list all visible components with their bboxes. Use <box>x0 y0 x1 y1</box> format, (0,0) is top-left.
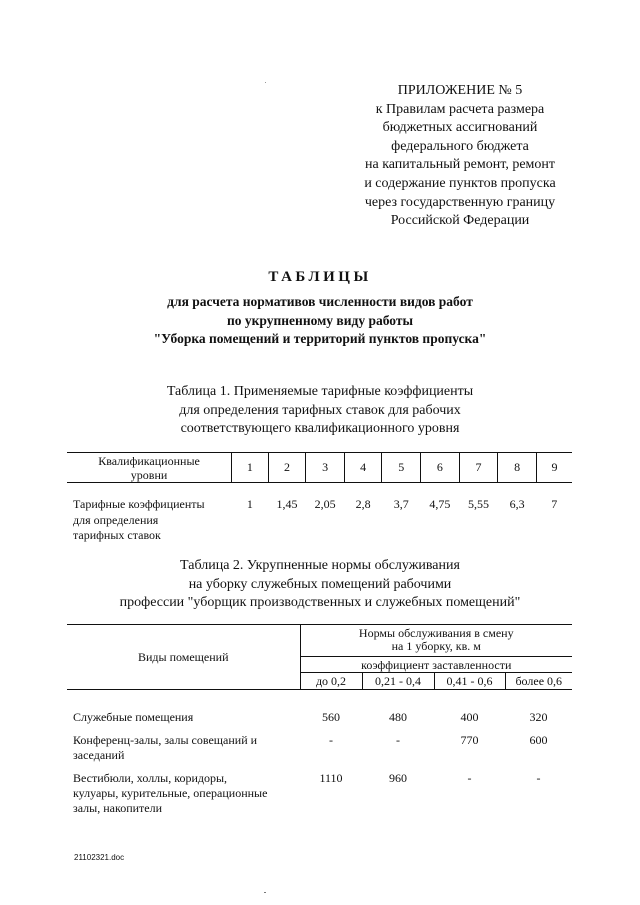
label-line: кулуары, курительные, операционные <box>73 786 268 800</box>
coefficient-cell: 1 <box>246 497 253 511</box>
value-cell: 480 <box>389 710 407 724</box>
label-line: залы, накопители <box>73 801 163 815</box>
table-header-row <box>67 625 572 657</box>
coefficient-header: коэффициент заставленности <box>300 656 572 673</box>
label-line: Вестибюли, холлы, коридоры, <box>73 771 228 785</box>
caption-line: Таблица 2. Укрупненные нормы обслуживания <box>180 558 460 573</box>
value-cell: 600 <box>529 733 548 747</box>
label-line: Служебные помещения <box>73 710 194 724</box>
header-line: на 1 уборку, кв. м <box>391 639 481 654</box>
row-label <box>67 763 300 816</box>
scan-dot <box>265 82 266 83</box>
coefficient-cell: 4,75 <box>429 497 451 511</box>
level-cell: 9 <box>536 453 572 483</box>
appendix-line: к Правилам расчета размера <box>375 101 545 117</box>
subtitle-line: "Уборка помещений и территорий пунктов пропуска" <box>153 331 487 346</box>
coefficient-cell: 1,45 <box>276 497 298 511</box>
coefficient-cell: 5,55 <box>467 497 489 511</box>
level-cell: 8 <box>498 453 537 483</box>
appendix-line: Российской Федерации <box>390 213 530 229</box>
qualification-header <box>67 453 232 483</box>
table2-caption <box>0 557 640 613</box>
premises-kind-header: Виды помещений <box>67 625 300 690</box>
subtitle-line: для расчета нормативов численности видов работ <box>167 294 473 309</box>
value-cell: 320 <box>529 710 548 724</box>
value-cell: 770 <box>460 733 479 747</box>
appendix-title: ПРИЛОЖЕНИЕ № 5 <box>397 83 523 98</box>
table-row <box>67 690 572 726</box>
label-line: для определения <box>73 512 159 527</box>
caption-line: профессии "уборщик производственных и служебных помещений" <box>119 595 521 610</box>
level-cell: 6 <box>421 453 460 483</box>
value-cell: 400 <box>460 710 479 724</box>
norms-header <box>300 625 572 657</box>
appendix-line: на капитальный ремонт, ремонт <box>364 157 555 173</box>
appendix-block <box>330 82 590 231</box>
tariff-table <box>67 452 572 544</box>
range-header: 0,21 - 0,4 <box>362 673 434 690</box>
header-line: уровни <box>130 467 168 482</box>
appendix-line: через государственную границу <box>364 194 556 210</box>
label-line: Конференц-залы, залы совещаний и <box>73 733 258 747</box>
table-row <box>67 483 572 544</box>
value-cell: - <box>536 771 541 785</box>
level-cell: 7 <box>459 453 498 483</box>
coefficient-cell: 2,8 <box>355 497 371 511</box>
level-cell: 3 <box>306 453 345 483</box>
coefficient-cell: 2,05 <box>314 497 336 511</box>
level-cell: 5 <box>382 453 421 483</box>
value-cell: 560 <box>322 710 340 724</box>
caption-line: соответствующего квалификационного уровня <box>180 421 460 436</box>
scan-dot <box>264 892 266 893</box>
row-label <box>67 690 300 726</box>
caption-line: на уборку служебных помещений рабочими <box>188 576 452 592</box>
appendix-line: федерального бюджета <box>391 138 529 154</box>
coefficient-cell: 3,7 <box>393 497 409 511</box>
table1-caption <box>0 383 640 439</box>
value-cell: 1110 <box>319 771 343 785</box>
row-label <box>67 725 300 763</box>
appendix-line: бюджетных ассигнований <box>382 120 538 136</box>
appendix-line: и содержание пунктов пропуска <box>364 175 556 191</box>
label-line: заседаний <box>73 748 125 762</box>
label-line: тарифных ставок <box>73 528 161 542</box>
label-line: Тарифные коэффициенты <box>73 497 205 511</box>
subtitle-line: по укрупненному виду работы <box>226 312 414 328</box>
value-cell: - <box>396 733 400 747</box>
document-title: ТАБЛИЦЫ <box>268 269 372 285</box>
range-header: до 0,2 <box>300 673 362 690</box>
value-cell: - <box>329 733 333 747</box>
document-subtitle <box>0 293 640 349</box>
header-line: Квалификационные <box>98 453 200 468</box>
level-cell: 4 <box>344 453 382 483</box>
row-label <box>67 483 232 544</box>
table-header-row <box>67 453 572 483</box>
header-line: Нормы обслуживания в смену <box>358 625 514 640</box>
footer-filename: 21102321.doc <box>74 853 125 862</box>
table-row <box>67 763 572 816</box>
value-cell: - <box>467 771 472 785</box>
table-row <box>67 725 572 763</box>
service-norms-table <box>67 624 572 816</box>
level-cell: 1 <box>232 453 269 483</box>
coefficient-cell: 7 <box>551 497 558 511</box>
caption-line: Таблица 1. Применяемые тарифные коэффициенты <box>166 384 474 399</box>
caption-line: для определения тарифных ставок для рабочих <box>179 402 461 418</box>
level-cell: 2 <box>268 453 306 483</box>
range-header: 0,41 - 0,6 <box>434 673 505 690</box>
range-header: более 0,6 <box>505 673 572 690</box>
coefficient-cell: 6,3 <box>509 497 525 511</box>
value-cell: 960 <box>389 771 407 785</box>
